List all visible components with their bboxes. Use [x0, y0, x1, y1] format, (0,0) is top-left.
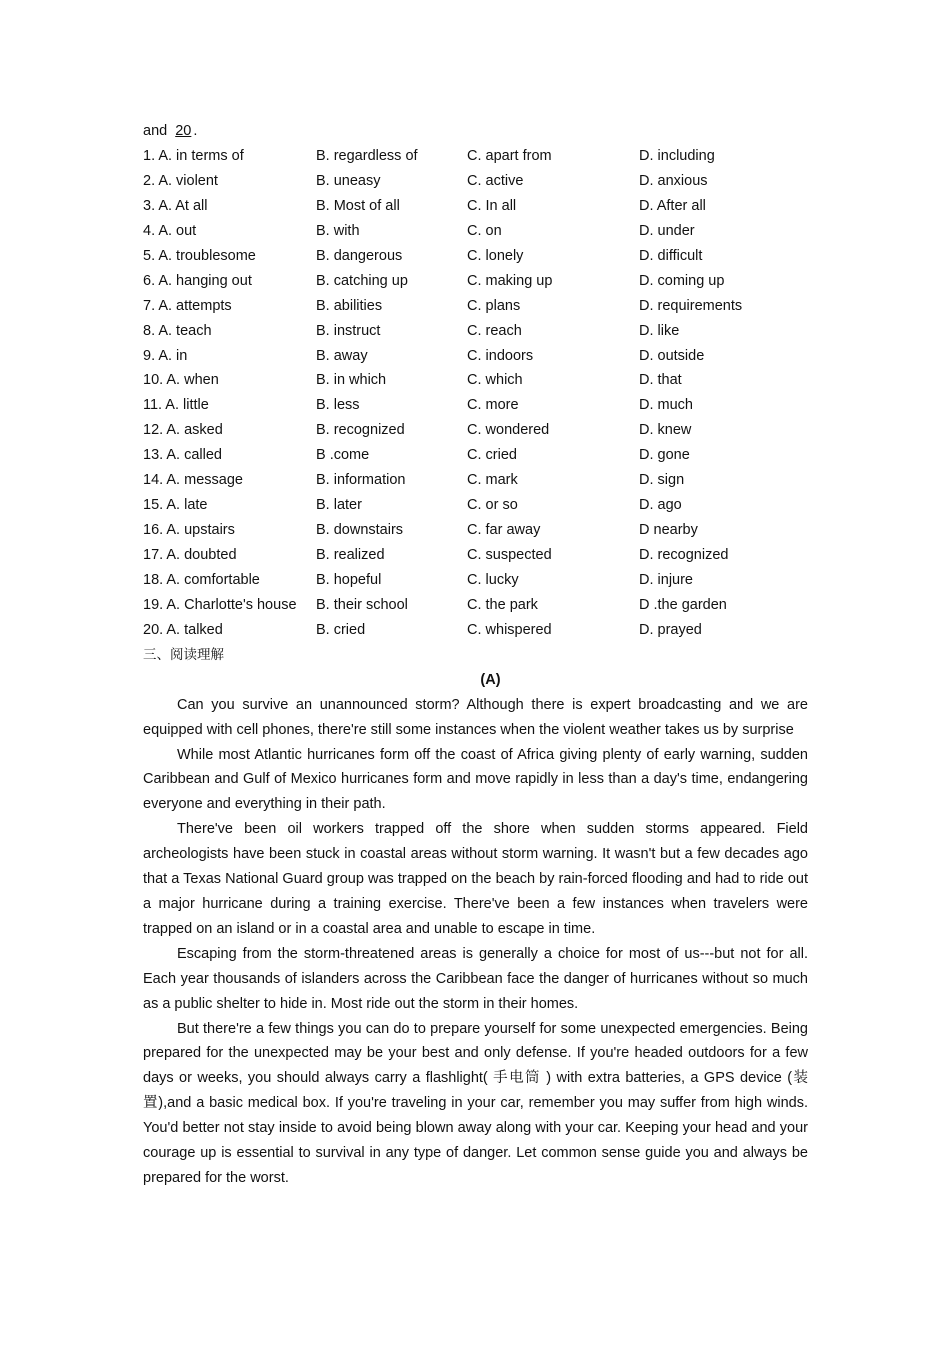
- option-b: B. in which: [316, 372, 387, 389]
- option-a: 11. A. little: [143, 397, 209, 414]
- option-a: 4. A. out: [143, 222, 197, 239]
- option-b: B. abilities: [316, 297, 383, 314]
- option-c: C. reach: [467, 322, 522, 339]
- option-d: D. sign: [639, 472, 685, 489]
- question-row: [143, 543, 808, 568]
- blank-number: 20: [175, 123, 192, 139]
- option-d: D. under: [639, 222, 695, 239]
- option-a: 3. A. At all: [143, 197, 208, 214]
- option-d: D. difficult: [639, 247, 703, 264]
- option-b: B. information: [316, 472, 406, 489]
- question-row: [143, 219, 808, 244]
- option-a: 6. A. hanging out: [143, 272, 252, 289]
- intro-suffix: .: [193, 123, 198, 139]
- option-c: C. which: [467, 372, 523, 389]
- option-c: C. In all: [467, 197, 517, 214]
- option-c: C. making up: [467, 272, 553, 289]
- option-d: D. that: [639, 372, 682, 389]
- option-d: D. including: [639, 148, 715, 164]
- option-b: B. instruct: [316, 322, 381, 339]
- question-row: [143, 493, 808, 518]
- option-d: D. knew: [639, 422, 692, 439]
- option-a: 9. A. in: [143, 347, 188, 364]
- option-b: B. less: [316, 397, 360, 414]
- option-b: B. with: [316, 222, 360, 239]
- question-row: [143, 169, 808, 194]
- option-b: B. Most of all: [316, 197, 400, 214]
- question-row: [143, 518, 808, 543]
- question-row: [143, 319, 808, 344]
- option-c: C. more: [467, 397, 519, 414]
- option-b: B. catching up: [316, 272, 408, 289]
- option-b: B. realized: [316, 547, 385, 563]
- option-c: C. cried: [467, 447, 517, 464]
- option-b: B. uneasy: [316, 172, 381, 189]
- option-b: B. downstairs: [316, 522, 404, 539]
- option-a: 16. A. upstairs: [143, 522, 235, 539]
- passage-paragraph: But there're a few things you can do to prepare yourself for some unexpected emergencies. Being prepared for the unexpected may be your best and only defense. If you're headed outdoors for a few days or weeks, you should always carry a flashlight( 手电筒 ) with extra batteries, a GPS device (装置),and a basic medical box. If you're traveling in your car, remember you may suffer from high winds. You'd better not stay inside to avoid being blown away along with your car. Keeping your head and your courage up is essential to survival in any type of danger. Let common sense guide you and always be prepared for the worst.: [143, 1020, 808, 1186]
- option-b: B .come: [316, 447, 370, 464]
- options-list: [143, 144, 808, 643]
- option-a: 2. A. violent: [143, 172, 218, 189]
- option-a: 17. A. doubted: [143, 547, 237, 563]
- option-b: B. regardless of: [316, 148, 418, 164]
- option-d: D .the garden: [639, 596, 727, 613]
- question-row: [143, 269, 808, 294]
- option-d: D. prayed: [639, 621, 702, 638]
- option-b: B. away: [316, 347, 368, 364]
- option-c: C. far away: [467, 522, 541, 539]
- question-row: [143, 368, 808, 393]
- question-row: [143, 144, 808, 169]
- option-c: C. mark: [467, 472, 518, 489]
- option-a: 1. A. in terms of: [143, 148, 244, 164]
- option-a: 8. A. teach: [143, 322, 212, 339]
- option-d: D. injure: [639, 571, 693, 588]
- passage-paragraph: Can you survive an unannounced storm? Although there is expert broadcasting and we are equipped with cell phones, there're still some instances when the violent weather takes us by surprise: [143, 696, 808, 738]
- question-row: [143, 344, 808, 369]
- passage-body: [143, 693, 808, 1191]
- option-a: 12. A. asked: [143, 422, 223, 439]
- question-row: [143, 468, 808, 493]
- option-a: 5. A. troublesome: [143, 247, 256, 264]
- document-page: [143, 119, 808, 1191]
- option-d: D. ago: [639, 497, 682, 514]
- option-c: C. or so: [467, 497, 518, 514]
- option-a: 15. A. late: [143, 497, 208, 514]
- option-c: C. suspected: [467, 547, 552, 563]
- option-a: 20. A. talked: [143, 621, 223, 638]
- passage-paragraph: Escaping from the storm-threatened areas is generally a choice for most of us---but not for all. Each year thousands of islanders across the Caribbean face the danger of hurricanes without so much as a public shelter to hide in. Most ride out the storm in their homes.: [143, 945, 808, 1012]
- option-c: C. wondered: [467, 422, 550, 439]
- option-b: B. hopeful: [316, 571, 382, 588]
- option-d: D. requirements: [639, 297, 743, 314]
- question-row: [143, 568, 808, 593]
- option-d: D nearby: [639, 522, 698, 539]
- question-row: [143, 418, 808, 443]
- intro-line: [143, 119, 808, 144]
- option-c: C. plans: [467, 297, 521, 314]
- option-c: C. active: [467, 172, 524, 189]
- option-a: 13. A. called: [143, 447, 222, 464]
- option-d: D. After all: [639, 197, 706, 214]
- option-a: 14. A. message: [143, 472, 243, 489]
- option-b: B. dangerous: [316, 247, 403, 264]
- option-d: D. much: [639, 397, 693, 414]
- section-heading: 三、阅读理解: [143, 646, 224, 663]
- option-c: C. on: [467, 222, 502, 239]
- option-c: C. the park: [467, 596, 538, 613]
- question-row: [143, 244, 808, 269]
- option-b: B. cried: [316, 621, 366, 638]
- option-b: B. later: [316, 497, 362, 514]
- question-row: [143, 443, 808, 468]
- passage-paragraph: While most Atlantic hurricanes form off the coast of Africa giving plenty of early warning, sudden Caribbean and Gulf of Mexico hurricanes form and move rapidly in less than a day's time, endangering everyone and everything in their path.: [143, 746, 808, 813]
- option-a: 10. A. when: [143, 372, 219, 389]
- question-row: [143, 194, 808, 219]
- question-row: [143, 393, 808, 418]
- option-c: C. lucky: [467, 571, 519, 588]
- option-d: D. like: [639, 322, 680, 339]
- option-c: C. indoors: [467, 347, 534, 364]
- option-d: D. anxious: [639, 172, 708, 189]
- passage-paragraph: There've been oil workers trapped off the shore when sudden storms appeared. Field archeologists have been stuck in coastal areas without storm warning. It wasn't but a few decades ago that a Texas National Guard group was trapped on the beach by rain-forced flooding and had to ride out a major hurricane during a training exercise. There've been a few instances when travelers were trapped on an island or in a coastal area and unable to escape in time.: [143, 821, 808, 937]
- question-row: [143, 294, 808, 319]
- option-d: D. outside: [639, 347, 705, 364]
- option-b: B. recognized: [316, 422, 405, 439]
- option-a: 19. A. Charlotte's house: [143, 596, 297, 613]
- option-d: D. gone: [639, 447, 690, 464]
- question-row: [143, 593, 808, 618]
- option-c: C. whispered: [467, 621, 552, 638]
- passage-title: (A): [480, 671, 501, 688]
- question-row: [143, 618, 808, 643]
- option-a: 18. A. comfortable: [143, 571, 260, 588]
- intro-prefix: and: [143, 123, 168, 139]
- option-d: D. recognized: [639, 547, 729, 563]
- option-c: C. apart from: [467, 148, 552, 164]
- option-c: C. lonely: [467, 247, 524, 264]
- option-b: B. their school: [316, 596, 408, 613]
- option-a: 7. A. attempts: [143, 297, 232, 314]
- option-d: D. coming up: [639, 272, 725, 289]
